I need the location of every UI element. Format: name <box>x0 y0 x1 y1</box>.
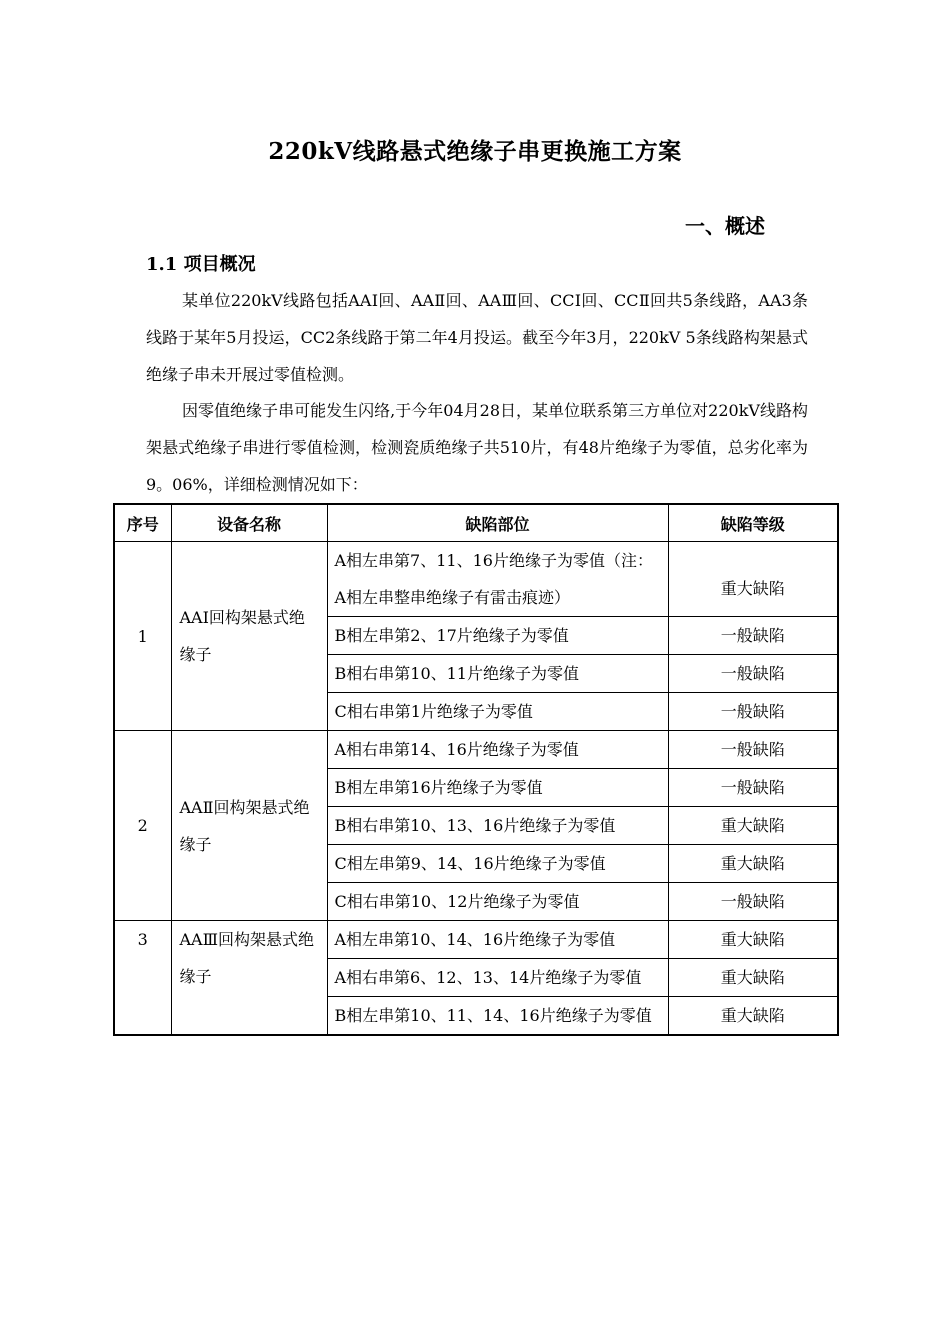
row-part: C相右串第10、12片绝缘子为零值 <box>327 883 668 921</box>
table-row <box>114 542 838 617</box>
document-title: 220kV线路悬式绝缘子串更换施工方案 <box>268 138 682 165</box>
row-level: 重大缺陷 <box>668 845 838 883</box>
row-part: C相右串第1片绝缘子为零值 <box>327 693 668 731</box>
section-heading: 一、概述 <box>685 214 765 238</box>
row-part: A相右串第6、12、13、14片绝缘子为零值 <box>327 959 668 997</box>
row-device: AAⅡ回构架悬式绝缘子 <box>171 731 327 921</box>
row-level-text: 重大缺陷 <box>720 578 785 598</box>
row-level: 一般缺陷 <box>668 731 838 769</box>
row-num: 1 <box>114 542 171 731</box>
row-part: B相左串第2、17片绝缘子为零值 <box>327 617 668 655</box>
row-level: 重大缺陷 <box>668 921 838 959</box>
row-level: 重大缺陷 <box>668 807 838 845</box>
paragraph-inspection: 因零值绝缘子串可能发生闪络,于今年04月28日，某单位联系第三方单位对220kV线路构架悬式绝缘子串进行零值检测，检测瓷质绝缘子共510片，有48片绝缘子为零值，总劣化率为9。06%，详细检测情况如下： <box>146 401 808 494</box>
table-row <box>114 731 838 769</box>
row-part: C相左串第9、14、16片绝缘子为零值 <box>327 845 668 883</box>
header-device: 设备名称 <box>171 504 327 542</box>
row-num: 2 <box>114 731 171 921</box>
row-device: AAⅠ回构架悬式绝缘子 <box>171 542 327 731</box>
row-part: A相左串第10、14、16片绝缘子为零值 <box>327 921 668 959</box>
row-part: A相左串第7、11、16片绝缘子为零值（注：A相左串整串绝缘子有雷击痕迹） <box>327 542 668 617</box>
row-level: 一般缺陷 <box>668 617 838 655</box>
table-row <box>114 921 838 959</box>
row-level: 重大缺陷 <box>668 997 838 1036</box>
row-num: 3 <box>114 921 171 1036</box>
header-part: 缺陷部位 <box>327 504 668 542</box>
row-part: A相右串第14、16片绝缘子为零值 <box>327 731 668 769</box>
header-num: 序号 <box>114 504 171 542</box>
row-part: B相右串第10、13、16片绝缘子为零值 <box>327 807 668 845</box>
row-level: 一般缺陷 <box>668 693 838 731</box>
row-device: AAⅢ回构架悬式绝缘子 <box>171 921 327 1036</box>
row-part: B相右串第10、11片绝缘子为零值 <box>327 655 668 693</box>
row-level: 重大缺陷 <box>668 959 838 997</box>
row-part: B相左串第16片绝缘子为零值 <box>327 769 668 807</box>
table-header-row <box>114 504 838 542</box>
defect-table <box>113 503 839 1036</box>
row-level <box>668 542 838 617</box>
paragraph-overview: 某单位220kV线路包括AAⅠ回、AAⅡ回、AAⅢ回、CCⅠ回、CCⅡ回共5条线路，AA3条线路于某年5月投运，CC2条线路于第二年4月投运。截至今年3月，220kV 5条线路构架悬式绝缘子串未开展过零值检测。 <box>146 291 808 384</box>
header-level: 缺陷等级 <box>668 504 838 542</box>
row-part: B相左串第10、11、14、16片绝缘子为零值 <box>327 997 668 1036</box>
row-level: 一般缺陷 <box>668 883 838 921</box>
row-level: 一般缺陷 <box>668 655 838 693</box>
row-level: 一般缺陷 <box>668 769 838 807</box>
subsection-heading: 1.1 项目概况 <box>146 254 256 275</box>
